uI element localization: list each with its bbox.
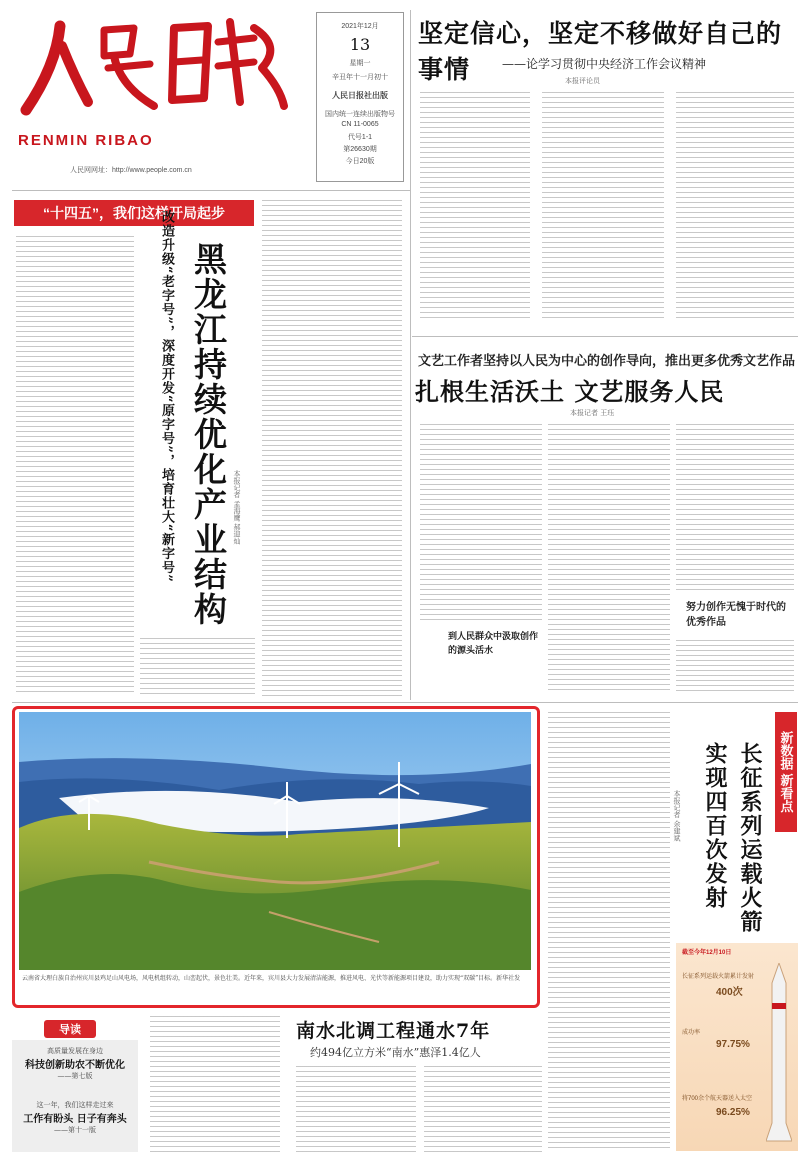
lead-byline: 本报评论员 bbox=[565, 77, 600, 85]
rocket-headline-line1: 长征系列运载火箭 bbox=[737, 742, 763, 934]
water-text-col-3 bbox=[424, 1066, 542, 1152]
date-weekday: 星期一 bbox=[349, 60, 371, 67]
guide-page: ——第七版 bbox=[57, 1072, 93, 1080]
rocket-byline: 本报记者 余建斌 bbox=[673, 790, 681, 842]
water-headline: 南水北调工程通水7年 bbox=[296, 1020, 491, 1042]
guide-box bbox=[12, 1040, 138, 1152]
feature-title: 黑龙江持续优化产业结构 bbox=[189, 242, 228, 627]
water-subhead: 约494亿立方米“南水”惠泽1.4亿人 bbox=[310, 1046, 481, 1059]
water-text-col-1 bbox=[150, 1016, 280, 1152]
page-count: 今日20版 bbox=[345, 158, 375, 165]
masthead-website: 人民网网址：http://www.people.com.cn bbox=[70, 167, 192, 174]
rocket-headline-line2: 实现四百次发射 bbox=[702, 742, 728, 910]
date-box bbox=[316, 12, 404, 182]
divider bbox=[410, 10, 411, 700]
issue-number: 第26630期 bbox=[343, 146, 377, 153]
lead-text-col-3 bbox=[676, 92, 794, 320]
guide-item[interactable] bbox=[18, 1100, 132, 1135]
lead-headline: 坚定信心，坚定不移做好自己的事情 bbox=[418, 19, 783, 84]
guide-title: 科技创新助农不断优化 bbox=[25, 1060, 125, 1071]
rate-2: 96.25% bbox=[716, 1107, 750, 1118]
issue-code-label: 国内统一连续出版物号 bbox=[325, 111, 395, 118]
culture-text-col-4 bbox=[676, 640, 794, 695]
wind-farm-photo bbox=[19, 712, 531, 970]
culture-headline: 扎根生活沃土 文艺服务人民 bbox=[415, 377, 725, 406]
masthead-pinyin: RENMIN RIBAO bbox=[18, 132, 154, 149]
launch-count: 400次 bbox=[716, 987, 743, 998]
series-tag: “十四五”，我们这样开局起步 bbox=[14, 200, 254, 226]
divider bbox=[412, 336, 798, 337]
water-text-col-2 bbox=[296, 1066, 416, 1152]
guide-kicker: 这一年，我们这样走过来 bbox=[36, 1101, 114, 1109]
lead-subhead: ——论学习贯彻中央经济工作会议精神 bbox=[502, 57, 707, 71]
guide-tag: 导读 bbox=[44, 1020, 96, 1038]
date-lunar: 辛丑年十一月初十 bbox=[332, 74, 388, 81]
rocket-text-col bbox=[548, 712, 670, 1152]
edition-code: 代号1-1 bbox=[347, 134, 373, 141]
culture-pullquote-right: 努力创作无愧于时代的优秀作品 bbox=[686, 602, 786, 628]
guide-kicker: 高质量发展在身边 bbox=[47, 1047, 103, 1055]
rocket-icon bbox=[766, 963, 792, 1143]
culture-text-col-3 bbox=[676, 424, 794, 594]
divider bbox=[12, 702, 798, 703]
lead-text-col-1 bbox=[420, 92, 530, 320]
masthead-logo bbox=[18, 6, 288, 116]
success-rate: 97.75% bbox=[716, 1039, 750, 1050]
news-tag: 新数据 新看点 bbox=[775, 712, 797, 832]
feature-byline: 本报记者 孟海鹰 郝迎灿 bbox=[233, 470, 241, 545]
culture-pullquote-left: 到人民群众中汲取创作的源头活水 bbox=[448, 632, 539, 656]
launch-infographic bbox=[676, 943, 798, 1151]
feature-text-col-1 bbox=[16, 236, 134, 696]
feature-text-col-2 bbox=[262, 200, 402, 700]
lead-text-col-2 bbox=[542, 92, 664, 320]
date-day: 13 bbox=[349, 35, 371, 54]
launch-line2: 成功率 bbox=[682, 1030, 701, 1036]
culture-kicker: 文艺工作者坚持以人民为中心的创作导向，推出更多优秀文艺作品 bbox=[418, 354, 796, 369]
feature-text-col-3 bbox=[140, 638, 255, 698]
launch-date: 截至今年12月10日 bbox=[682, 950, 732, 956]
photo-caption: 云南省大理白族自治州宾川县鸡足山风电场，风电机组转动，山峦起伏，景色壮美。近年来，宾川县大力发展清洁能源，推进风电、光伏等新能源项目建设，助力实现“双碳”目标。新华社发 bbox=[22, 975, 521, 982]
culture-text-col-1 bbox=[420, 424, 542, 624]
culture-text-col-2 bbox=[548, 424, 670, 694]
launch-line3: 将700余个航天器送入太空 bbox=[682, 1096, 753, 1102]
guide-page: ——第十一版 bbox=[54, 1126, 96, 1134]
date-year-month: 2021年12月 bbox=[341, 23, 379, 30]
culture-byline: 本报记者 王珏 bbox=[570, 409, 615, 417]
divider bbox=[12, 190, 410, 191]
publisher: 人民日报社出版 bbox=[332, 91, 388, 100]
guide-title: 工作有盼头 日子有奔头 bbox=[23, 1114, 127, 1125]
guide-item[interactable] bbox=[18, 1046, 132, 1081]
cn-number: CN 11-0065 bbox=[341, 121, 379, 128]
launch-line1: 长征系列运载火箭累计发射 bbox=[682, 974, 755, 980]
feature-subtitle: 改造升级“老字号”，深度开发“原字号”，培育壮大“新字号” bbox=[159, 210, 174, 583]
